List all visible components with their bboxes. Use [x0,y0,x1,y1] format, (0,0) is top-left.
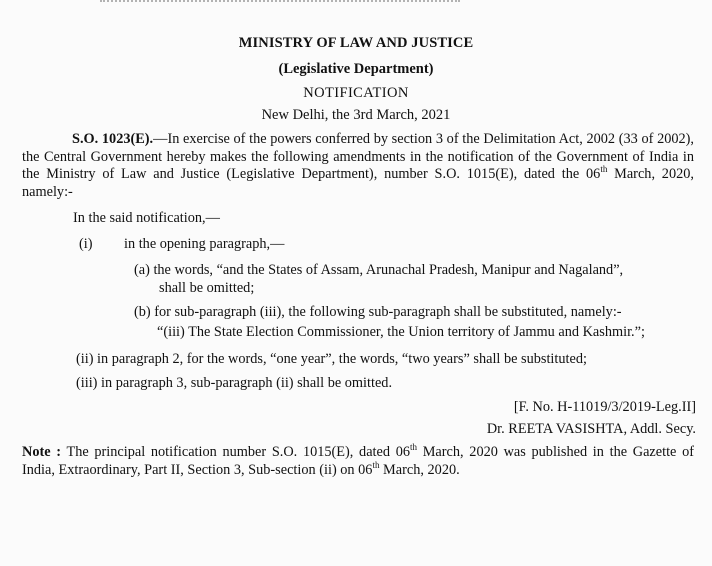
preamble-sup: th [600,164,608,175]
file-number: [F. No. H-11019/3/2019-Leg.II] [513,399,696,415]
item-iii: (iii) in paragraph 3, sub-paragraph (ii) shall be omitted. [76,375,393,391]
note-sup-1: th [410,442,418,453]
place-date: New Delhi, the 3rd March, 2021 [261,107,451,123]
department-heading: (Legislative Department) [278,61,434,77]
item-i-text: in the opening paragraph,— [124,236,285,252]
preamble-text: —In exercise of the powers conferred by section 3 of the Delimitation Act, 2002 (33 of 2002), the Central Government hereby makes the following amendments in the notification of the Government of India in the Ministry of Law and Justice (Legislative Department), number S.O. 1015(E), dated the 06 [22,131,695,182]
ministry-heading: MINISTRY OF LAW AND JUSTICE [238,35,474,51]
signatory: Dr. REETA VASISHTA, Addl. Secy. [486,421,696,437]
note-sup-2: th [372,460,380,471]
note-text-c: March, 2020. [379,462,460,478]
note-label: Note : [22,444,62,460]
sub-item-b-line1: (b) for sub-paragraph (iii), the following sub-paragraph shall be substituted, namely:- [134,304,622,320]
note-text-b: March, 2020 was published in the Gazette of India, Extraordinary, Part II, Section 3, Sub-section (ii) on 06 [22,444,694,478]
said-notification-line: In the said notification,— [73,210,220,226]
notification-heading: NOTIFICATION [303,85,409,101]
preamble-text-end: March, 2020, namely:- [22,166,694,200]
sub-item-a-line2: shall be omitted; [159,280,255,296]
preamble-paragraph [22,131,694,201]
sub-item-a-line1: (a) the words, “and the States of Assam, Arunachal Pradesh, Manipur and Nagaland”, [134,262,624,278]
item-ii: (ii) in paragraph 2, for the words, “one year”, the words, “two years” shall be substituted; [76,351,587,367]
so-number: S.O. 1023(E). [72,131,154,147]
note-paragraph [22,443,694,479]
item-i-number: (i) [79,236,93,252]
sub-item-b-line2: “(iii) The State Election Commissioner, the Union territory of Jammu and Kashmir.”; [157,324,645,340]
cut-off-text-line [100,0,460,5]
note-text-a: The principal notification number S.O. 1015(E), dated 06 [61,444,411,460]
